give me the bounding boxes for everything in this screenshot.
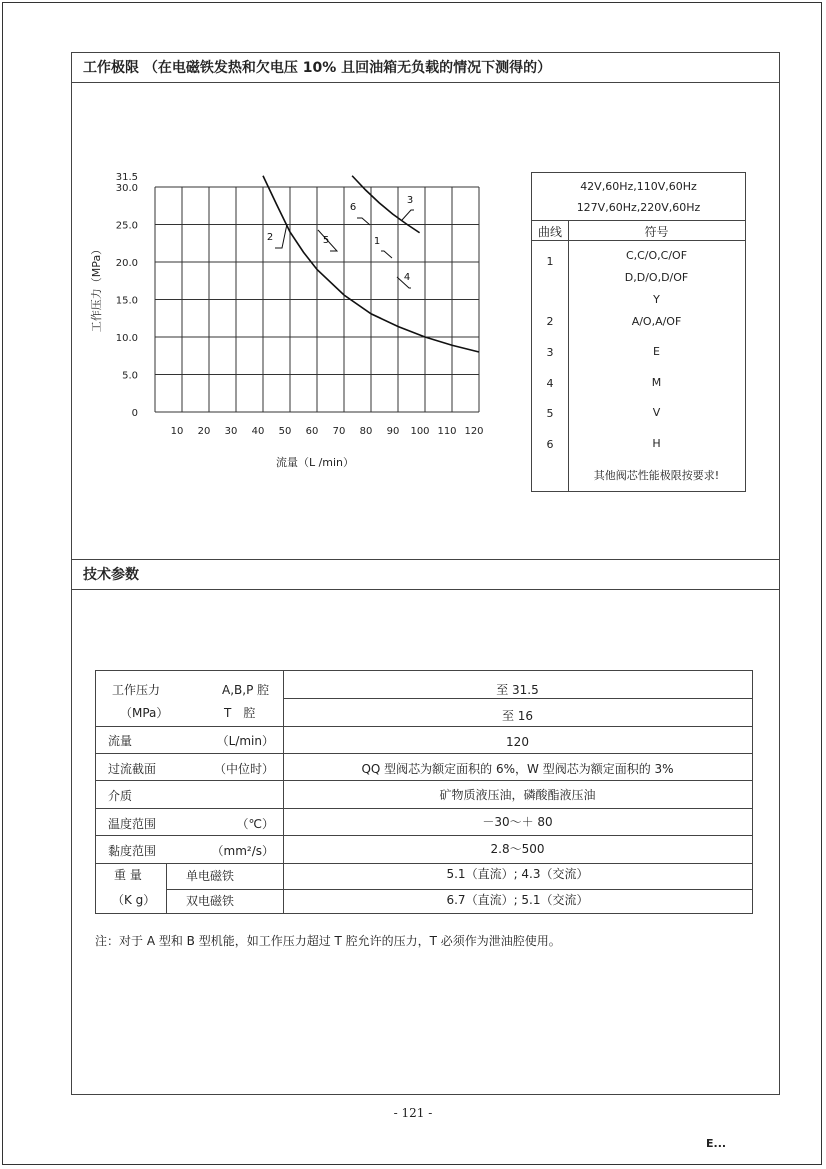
x-tick-label: 40	[251, 426, 265, 437]
param-pressure-label: 工作压力	[112, 683, 161, 697]
legend-header-curve: 曲线	[537, 225, 562, 239]
y-tick-label: 20.0	[115, 258, 138, 269]
y-tick-label: 31.5	[115, 171, 138, 183]
y-tick-label: 30.0	[115, 183, 138, 194]
curve-label-1: 1	[373, 236, 381, 247]
legend-header-symbol: 符号	[644, 225, 669, 239]
curve-leader-3	[402, 210, 414, 220]
y-tick-label: 5.0	[122, 370, 138, 382]
x-tick-label: 30	[224, 426, 238, 437]
param-flow-label: 流量	[108, 734, 133, 748]
section-title-technical-parameters: 技术参数	[71, 559, 780, 590]
legend-symbol-1b: D,D/O,D/OF	[624, 271, 689, 284]
x-tick-label: 70	[332, 426, 346, 437]
param-pressure-abp: A,B,P 腔	[222, 683, 270, 697]
x-tick-label: 90	[386, 426, 400, 437]
corner-mark: E...	[706, 1137, 727, 1150]
param-pressure-t-value: 至 16	[501, 709, 534, 723]
x-tick-label: 10	[170, 426, 184, 437]
legend-curve-2: 2	[546, 315, 554, 328]
curve-legend-table	[531, 172, 746, 492]
x-tick-label: 100	[410, 426, 430, 437]
param-medium-value: 矿物质液压油，磷酸酯液压油	[439, 788, 596, 802]
legend-symbol-1c: Y	[653, 293, 660, 306]
footnote: 注：对于 A 型和 B 型机能，如工作压力超过 T 腔允许的压力，T 必须作为泄油腔使用。	[95, 934, 561, 948]
param-medium-label: 介质	[108, 789, 133, 803]
legend-curve-6: 6	[546, 438, 554, 451]
page-number: - 121 -	[393, 1106, 433, 1120]
voltage-line-1: 42V,60Hz,110V,60Hz	[580, 180, 697, 193]
y-axis-label: 工作压力（MPa）	[90, 243, 103, 333]
param-weight-double: 双电磁铁	[186, 894, 235, 908]
param-section-unit: （中位时）	[213, 762, 274, 776]
legend-curve-5: 5	[546, 407, 554, 420]
curve-label-6: 6	[349, 202, 357, 213]
legend-symbol-1a: C,C/O,C/OF	[625, 249, 688, 262]
legend-curve-4: 4	[546, 377, 554, 390]
x-axis-label: 流量（L /min）	[275, 456, 355, 469]
legend-symbol-4: M	[651, 376, 662, 389]
param-weight-single: 单电磁铁	[186, 869, 235, 883]
param-viscosity-unit: （mm²/s）	[211, 844, 274, 858]
param-temperature-unit: （℃）	[236, 817, 274, 831]
param-temperature-label: 温度范围	[108, 817, 157, 831]
param-weight-double-value: 6.7（直流）; 5.1（交流）	[446, 893, 589, 907]
y-tick-label: 15.0	[115, 295, 138, 307]
legend-curve-3: 3	[546, 346, 554, 359]
curve-label-5: 5	[322, 235, 330, 246]
curve-leader-1	[381, 251, 392, 258]
legend-symbol-3: E	[653, 345, 660, 358]
curve-label-3: 3	[406, 195, 414, 206]
legend-symbol-5: V	[652, 406, 661, 419]
section-title-operating-limits: 工作极限 （在电磁铁发热和欠电压 10% 且回油箱无负载的情况下测得的）	[71, 52, 780, 83]
param-weight-label: 重 量	[114, 868, 142, 882]
param-viscosity-value: 2.8～500	[490, 842, 545, 856]
param-viscosity-label: 黏度范围	[108, 844, 157, 858]
curve-leader-2	[275, 224, 287, 248]
param-temperature-value: －30～＋ 80	[482, 815, 553, 829]
x-tick-label: 50	[278, 426, 292, 437]
param-pressure-unit: （MPa）	[120, 706, 169, 720]
param-weight-single-value: 5.1（直流）; 4.3（交流）	[446, 867, 589, 881]
x-tick-label: 60	[305, 426, 319, 437]
param-pressure-abp-value: 至 31.5	[496, 683, 539, 697]
param-flow-value: 120	[506, 735, 529, 749]
legend-symbol-2: A/O,A/OF	[631, 315, 682, 328]
curve-leader-6	[357, 218, 370, 225]
technical-parameters-table	[95, 670, 753, 914]
x-tick-label: 20	[197, 426, 211, 437]
param-section-value: QQ 型阀芯为额定面积的 6%，W 型阀芯为额定面积的 3%	[361, 762, 674, 776]
voltage-line-2: 127V,60Hz,220V,60Hz	[576, 201, 701, 214]
param-flow-unit: （L/min）	[216, 734, 274, 748]
curve-leader-5	[318, 230, 337, 251]
param-section-label: 过流截面	[108, 762, 157, 776]
curve-label-2: 2	[266, 232, 274, 243]
x-tick-label: 120	[464, 426, 484, 437]
legend-curve-1: 1	[546, 255, 554, 268]
param-pressure-t: T 腔	[224, 706, 256, 720]
curve-label-4: 4	[403, 272, 411, 283]
y-tick-label: 25.0	[115, 220, 138, 232]
legend-footer: 其他阀芯性能极限按要求!	[593, 469, 720, 482]
x-tick-label: 110	[437, 426, 457, 437]
x-tick-label: 80	[359, 426, 373, 437]
legend-symbol-6: H	[652, 437, 661, 450]
param-weight-unit: （K g）	[112, 893, 156, 907]
y-tick-label: 10.0	[115, 333, 138, 344]
y-tick-label: 0	[131, 408, 138, 419]
